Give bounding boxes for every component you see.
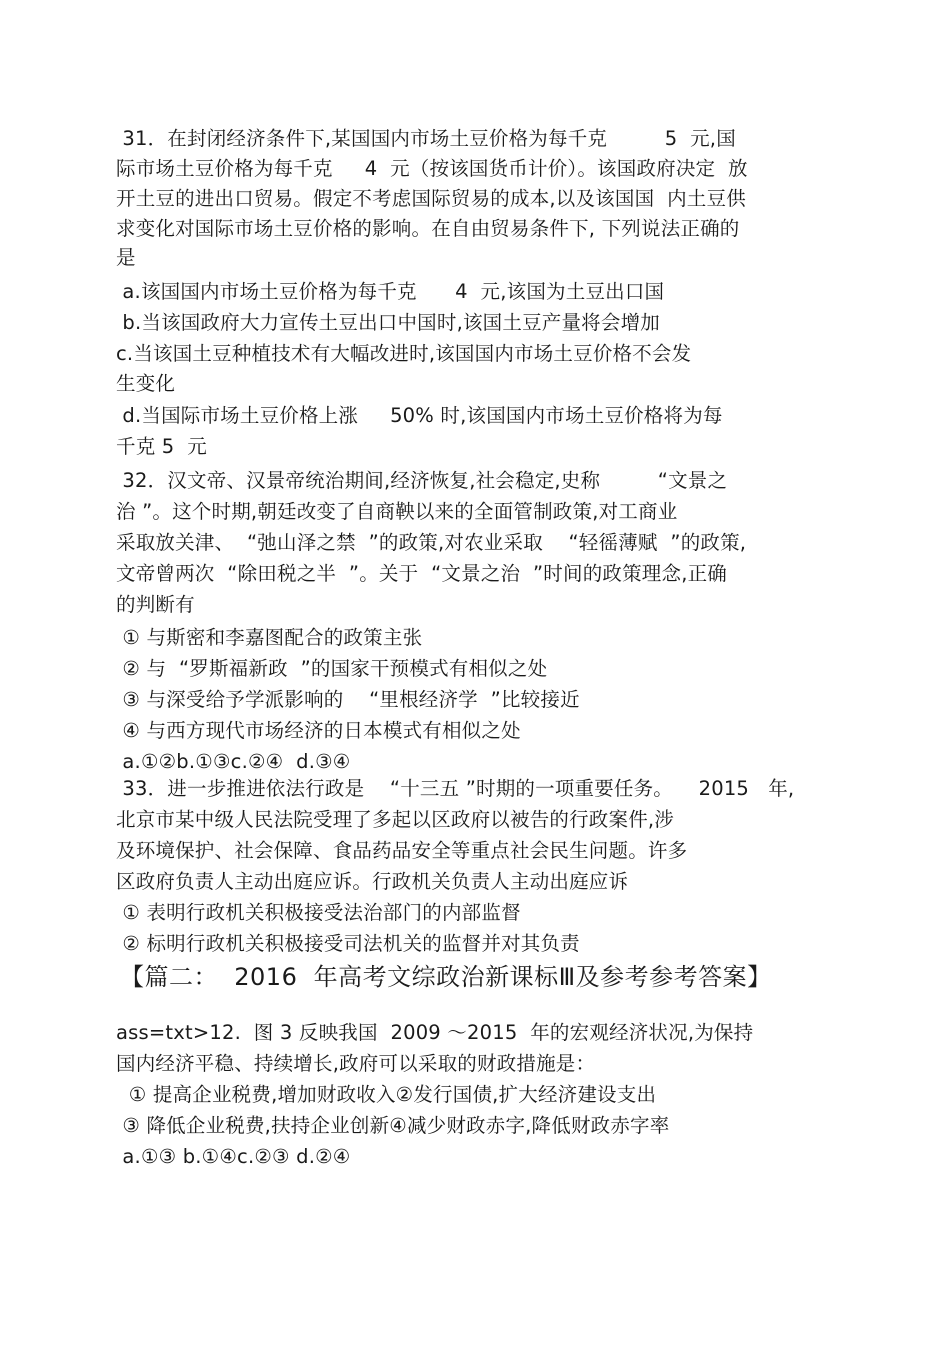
q33-item-2: ② 标明行政机关积极接受司法机关的监督并对其负责: [116, 932, 580, 955]
q31-stem-line: 求变化对国际市场土豆价格的影响。在自由贸易条件下, 下列说法正确的: [116, 217, 740, 240]
q31-option-c: c.当该国土豆种植技术有大幅改进时,该国国内市场土豆价格不会发: [116, 342, 692, 365]
q32-stem-line: 文帝曾两次 “除田税之半 ”。关于 “文景之治 ”时间的政策理念,正确: [116, 562, 727, 585]
q32-item-4: ④ 与西方现代市场经济的日本模式有相似之处: [116, 719, 521, 742]
q31-option-d: d.当国际市场土豆价格上涨 50% 时,该国国内市场土豆价格将为每: [116, 404, 723, 427]
q12-item-34: ③ 降低企业税费,扶持企业创新④减少财政赤字,降低财政赤字率: [116, 1114, 670, 1137]
q32-item-1: ① 与斯密和李嘉图配合的政策主张: [116, 626, 423, 649]
q33-stem-line: 区政府负责人主动出庭应诉。行政机关负责人主动出庭应诉: [116, 870, 629, 893]
q31-option-b: b.当该国政府大力宣传土豆出口中国时,该国土豆产量将会增加: [116, 311, 660, 334]
q31-stem-line: 际市场土豆价格为每千克 4 元（按该国货币计价）。该国政府决定 放: [116, 157, 748, 180]
q32-item-2: ② 与 “罗斯福新政 ”的国家干预模式有相似之处: [116, 657, 548, 680]
q32-stem-line: 治 ”。这个时期,朝廷改变了自商鞅以来的全面管制政策,对工商业: [116, 500, 678, 523]
q12-stem-line: 国内经济平稳、持续增长,政府可以采取的财政措施是：: [116, 1052, 596, 1075]
q32-stem-line: 采取放关津、 “弛山泽之禁 ”的政策,对农业采取 “轻徭薄赋 ”的政策,: [116, 531, 747, 554]
q32-stem-line: 32．汉文帝、汉景帝统治期间,经济恢复,社会稳定,史称 “文景之: [116, 469, 728, 492]
q31-stem-line: 开土豆的进出口贸易。假定不考虑国际贸易的成本,以及该国国 内土豆供: [116, 187, 746, 210]
q31-option-a: a.该国国内市场土豆价格为每千克 4 元,该国为土豆出口国: [116, 280, 665, 303]
q31-option-c-cont: 生变化: [116, 372, 176, 395]
q32-answer-options: a.①②b.①③c.②④ d.③④: [116, 750, 351, 773]
q33-stem-line: 北京市某中级人民法院受理了多起以区政府以被告的行政案件,涉: [116, 808, 674, 831]
q31-stem-line: 是: [116, 246, 136, 269]
q32-item-3: ③ 与深受给予学派影响的 “里根经济学 ”比较接近: [116, 688, 580, 711]
q31-option-d-cont: 千克 5 元: [116, 435, 207, 458]
q33-stem-line: 33．进一步推进依法行政是 “十三五 ”时期的一项重要任务。 2015 年,: [116, 777, 795, 800]
q12-stem-line: ass=txt>12. 图 3 反映我国 2009 ～2015 年的宏观经济状况,为保持: [116, 1021, 754, 1044]
q33-item-1: ① 表明行政机关积极接受法治部门的内部监督: [116, 901, 521, 924]
q33-stem-line: 及环境保护、社会保障、食品药品安全等重点社会民生问题。许多: [116, 839, 688, 862]
q32-stem-line: 的判断有: [116, 593, 195, 616]
section-heading: 【篇二： 2016 年高考文综政治新课标Ⅲ及参考参考答案】: [120, 963, 772, 991]
q12-answer-options: a.①③ b.①④c.②③ d.②④: [116, 1145, 351, 1168]
q12-item-12: ① 提高企业税费,增加财政收入②发行国债,扩大经济建设支出: [116, 1083, 657, 1106]
q31-stem-line: 31．在封闭经济条件下,某国国内市场土豆价格为每千克 5 元,国: [116, 127, 736, 150]
